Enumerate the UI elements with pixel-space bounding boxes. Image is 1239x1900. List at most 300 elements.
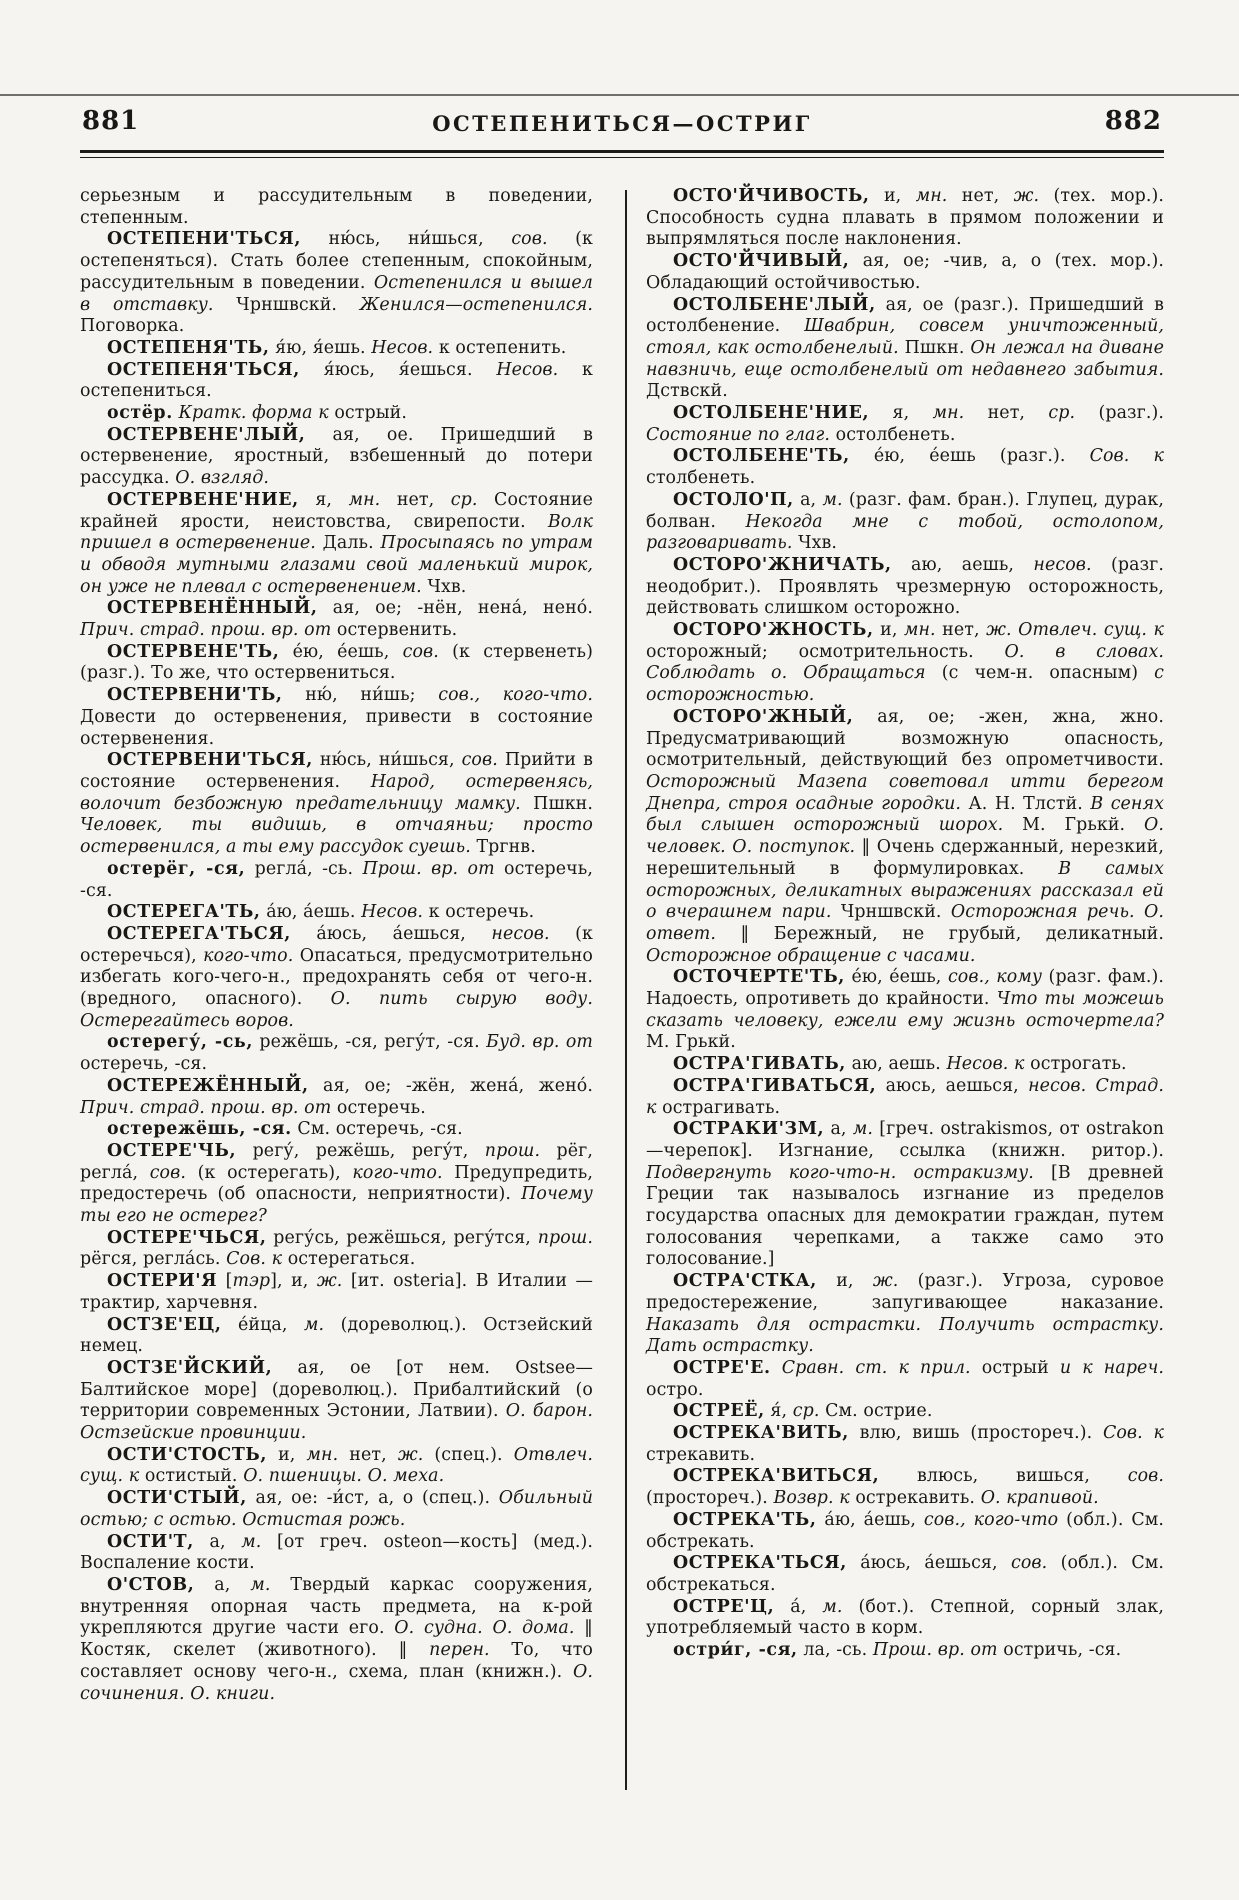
italic-run: Подвергнуть кого-что-н. остракизму. [646,1162,1034,1183]
dictionary-entry [646,620,1164,707]
headword: ОСТЕРИ'Я [107,1271,218,1292]
italic-run: Состояние по глаг. [646,424,831,445]
italic-run: О. взгляд. [175,468,270,489]
text-run: острый. [328,403,407,424]
headword: ОСТО'ЙЧИВОСТЬ, [673,186,870,206]
italic-run: и к нареч. [1059,1357,1164,1378]
text-run: остричь, -ся. [997,1640,1122,1661]
text-run: а́, [774,1596,823,1617]
text-run: а́юсь, а́ешься, [290,923,492,944]
italic-run: В сенях был слышен осторожный шорох. [646,793,1164,836]
text-run: Даль. [315,533,381,554]
text-run: (к остепеняться). Стать более степенным, спокойным, рассудительным в поведении. [80,229,594,293]
right-column [646,186,1164,1662]
italic-run: Осторожный Мазепа советовал итти берегом Днепра, строя осадные городки. [646,771,1164,814]
italic-run: О. сочинения. О. книги. [80,1661,593,1704]
dictionary-entry [646,1510,1164,1553]
text-run: а́ю, а́ешь. [260,902,362,923]
italic-run: перен. [429,1640,490,1661]
text-run: (разг. фам.). Надоесть, опротиветь до крайности. [646,967,1164,1010]
dictionary-entry [646,1401,1164,1423]
text-run: а, [193,1531,242,1552]
text-run: ню́сь, ни́шься, [300,229,512,250]
italic-run: Отвлеч. сущ. к [80,1444,594,1487]
text-run [771,1358,782,1378]
text-run: остеречь, -ся. [80,1054,208,1075]
text-run: Чхв. [792,533,838,554]
headword: ОСТО'ЙЧИВЫЙ, [673,251,850,272]
italic-run: ж. Отвлеч. сущ. к [986,620,1165,641]
headword: ОСТОЛО'П, [673,489,794,510]
italic-run: Несов. [371,337,434,358]
text-run: См. острие. [819,1401,933,1422]
text-run: а, [194,1575,251,1595]
italic-run: Народ, остервенясь, волочит безбожную предательницу мамку. [80,771,594,814]
italic-run: Прич. страд. прош. вр. от [80,620,332,641]
text-run: ‖ Очень сдержанный, нерезкий, нерешительный в формулировках. [646,837,1164,879]
text-run: (к остерегать), [185,1162,353,1183]
dictionary-entry [80,186,593,229]
italic-run: сов. [149,1162,186,1183]
italic-run: Наказать для острастки. Получить острастку. Дать острастку. [646,1314,1164,1357]
text-run: [от греч. osteon—кость] (мед.). Воспаление кости. [80,1531,593,1574]
text-run: Чхв. [421,576,467,597]
italic-run: с осторожностью. [646,663,1164,706]
italic-run: мн. [932,403,965,424]
text-run: аюсь, аешься, [876,1075,1029,1096]
text-run: и, [267,1444,307,1465]
italic-run: Буд. вр. от [486,1032,594,1053]
italic-run: В самых осторожных, деликатных выражениях рассказал ей о вчерашнем пари. [646,858,1164,923]
italic-run: м. [250,1575,271,1595]
text-run: нет, [338,1444,398,1465]
headword: ОСТЕПЕНЯ'ТЬСЯ, [107,359,300,380]
dictionary-entry [646,1271,1164,1358]
dictionary-entry [646,1466,1164,1509]
column-divider-rule [625,190,627,1790]
headword: ОСТЕРВЕНИ'ТЬ, [107,685,283,706]
dictionary-entry [80,1575,593,1705]
italic-run: сов., кого-что [923,1509,1059,1530]
italic-run: Несов. к [946,1054,1025,1075]
italic-run: сов. [511,229,548,250]
text-run: А. Н. Тлстй. [961,793,1091,814]
dictionary-entry [80,1119,593,1141]
headword: остережёшь, -ся. [107,1119,292,1140]
headword: О'СТОВ, [107,1575,195,1595]
text-run: нет, [380,489,451,510]
page-header [82,106,1162,136]
italic-run: несов. Страд. к [646,1075,1164,1118]
text-run: Прийти в состояние остервенения. [80,750,593,792]
text-run: к остепенить. [433,337,567,358]
text-run: острекавить. [849,1488,981,1509]
text-run: (обл.). См. обстрекать. [646,1509,1164,1552]
dictionary-entry [646,403,1164,446]
headword: ОСТЕРВЕНЕ'ЛЫЙ, [107,424,306,445]
italic-run: кого-что. [352,1162,443,1183]
text-run: а, [793,489,823,510]
page-number-right: 882 [1104,106,1162,136]
text-run: я, [869,403,933,424]
dictionary-entry [646,707,1164,967]
dictionary-entry [80,685,593,750]
text-run: е́ю, е́ешь, [844,967,948,988]
italic-run: ср. [792,1401,820,1422]
text-run: [В древней Греции так называлось изгнание из пределов государства опасных для демократии граждан, путем голосования черепками, а также само это голосование.] [646,1162,1164,1270]
text-run: к остеречь. [423,902,535,923]
italic-run: Почему ты его не остерег? [80,1184,593,1227]
headword: ОСТРЕ'Е. [673,1357,771,1378]
italic-run: Прош. вр. от [872,1640,998,1661]
italic-run: Сов. к [1089,446,1164,467]
text-run: рёгся, регла́сь. [80,1249,227,1270]
text-run: ню́сь, ни́шься, [312,750,462,771]
italic-run: Возвр. к [773,1488,850,1509]
text-run: М. Грькй. [646,1032,736,1053]
text-run: [ [217,1271,233,1292]
headword: ОСТРА'СТКА, [673,1271,817,1292]
italic-run: Сравн. ст. к прил. [781,1357,971,1378]
text-run: (разг. фам. бран.). Глупец, дурак, болван. [646,489,1164,532]
text-run: и, [816,1271,873,1292]
text-run: ая, ое; -жен, жна, жно. Предусматривающий возможную опасность, осмотрительный, действующий без опрометчивости. [646,706,1164,771]
headword: ОСТЕРЕ'ЧЬСЯ, [107,1227,267,1248]
italic-run: Сов. к [1102,1423,1164,1444]
text-run: регла́, -сь. [245,858,363,879]
text-run: острагивать. [656,1097,781,1118]
italic-run: м. [852,1119,873,1140]
text-run: (дореволюц.). Остзейский немец. [80,1314,593,1357]
dictionary-entry [80,360,593,403]
italic-run: сов., кого-что. [438,685,594,706]
text-run: ], и, [270,1271,317,1292]
text-run: ая, ое (разг.). Пришедший в остолбенение. [646,294,1164,337]
text-run: ‖ Костяк, скелет (животного). ‖ [80,1618,593,1661]
text-run: М. Грькй. [1003,815,1144,836]
text-run: я́, [764,1401,793,1422]
headword: ОСТРЕ'Ц, [673,1596,775,1617]
headword: ОСТОРО'ЖНИЧАТЬ, [673,554,892,575]
italic-run: мн. [306,1444,339,1465]
text-run: (к остеречься), [80,923,593,966]
italic-run: ср. [450,489,478,510]
italic-run: Несов. [361,902,424,923]
dictionary-entry [80,598,593,641]
headword: остерёг, -ся, [107,858,246,879]
italic-run: ж. [316,1271,343,1292]
italic-run: Он лежал на диване навзничь, еще остолбенелый от недавнего забытия. [646,337,1165,380]
text-run: То, что составляет основу чего-н., схема, план (книжн.). [80,1640,593,1682]
italic-run: кого-что. [203,945,294,966]
text-run: Довести до остервенения, привести в состояние остервенения. [80,706,593,749]
dictionary-entry [646,1553,1164,1596]
text-run: а́юсь, а́ешься, [846,1553,1012,1574]
italic-run: ср. [1048,403,1076,424]
dictionary-entry [646,1358,1164,1401]
text-run: (разг.). Угроза, суровое предостережение, запугивающее наказание. [646,1271,1164,1313]
headword: ОСТОРО'ЖНОСТЬ, [673,620,874,641]
dictionary-entry [646,1597,1164,1640]
text-run: е́йца, [221,1314,304,1335]
italic-run: О. судна. О. дома. [394,1618,575,1639]
dictionary-entry [80,1076,593,1119]
dictionary-entry [646,490,1164,555]
text-run: аю, аешь, [891,554,1034,575]
headword: ОСТЕРЕ'ЧЬ, [107,1140,237,1161]
text-run: См. остеречь, -ся. [291,1119,463,1140]
text-run: ая, ое: -и́ст, а, о (спец.). [246,1488,499,1509]
headword: ОСТРЕКА'ВИТЬСЯ, [673,1466,880,1487]
text-run: режёшь, -ся, регу́т, -ся. [253,1032,487,1053]
dictionary-entry [80,750,593,859]
text-run: Пшкн. [520,793,593,814]
text-run: рёг, регла́, [80,1140,593,1183]
text-run: столбенеть. [646,468,756,489]
italic-run: Прош. вр. от [362,858,495,879]
text-run: нет, [947,186,1014,206]
italic-run: Остепенился и вышел в отставку. [80,272,593,315]
italic-run: Швабрин, совсем уничтоженный, стоял, как остолбенелый. [646,316,1164,358]
italic-run: О. в словах. Соблюдать о. Обращаться [646,641,1164,684]
text-run: Опасаться, предусмотрительно избегать кого-чего-н., предохранять себя от чего-н. (вредного, опасного). [80,945,593,1010]
text-run: (спец.). [423,1444,514,1465]
italic-run: несов. [1033,554,1092,575]
italic-run: м. [303,1314,325,1335]
text-run: ню́, ни́шь; [282,685,439,706]
italic-run: Волк пришел в остервенение. [80,511,593,554]
italic-run: несов. [491,923,550,944]
text-run: нет, [935,620,987,641]
headword: ОСТЗЕ'ЕЦ, [107,1314,222,1335]
text-run: Состояние крайней ярости, неистовства, свирепости. [80,489,593,532]
headword: ОСТЗЕ'ЙСКИЙ, [107,1357,273,1378]
text-run: (тех. мор.). Способность судна плавать в прямом положении и выпрямляться после наклонения. [646,186,1165,250]
headword: ОСТЕПЕНИ'ТЬСЯ, [107,229,301,250]
dictionary-entry [80,1228,593,1271]
italic-run: сов. [1127,1466,1164,1487]
headword: ОСТОЛБЕНЕ'ТЬ, [673,446,850,467]
headword: ОСТРЕЁ, [673,1401,765,1422]
italic-run: сов., кому [947,967,1043,988]
headword: ОСТИ'Т, [107,1531,194,1552]
dictionary-entry [80,924,593,1033]
dictionary-entry [80,403,593,425]
text-run: остеречь. [331,1097,426,1118]
text-run: аю, аешь. [845,1054,947,1075]
text-run: остолбенеть. [830,424,956,445]
dictionary-entry [80,338,593,360]
text-run: влю, вишь (простореч.). [848,1423,1103,1444]
italic-run: Обильный остью; с остью. Остистая рожь. [80,1488,593,1530]
dictionary-entry [80,1358,593,1445]
headword: ОСТЕРВЕНИ'ТЬСЯ, [107,750,313,771]
text-run: острогать. [1024,1054,1127,1075]
italic-run: О. пить сырую воду. Остерегайтесь воров. [80,989,593,1031]
headword: ОСТОЧЕРТЕ'ТЬ, [673,967,845,988]
italic-run: м. [241,1531,262,1552]
headword: ОСТОРО'ЖНЫЙ, [673,706,854,727]
text-run: остеречь, -ся. [80,858,593,901]
left-column [80,186,593,1705]
text-run: Чрншвскй. [213,294,360,315]
running-title: ОСТЕПЕНИТЬСЯ—ОСТРИГ [432,111,812,136]
text-run: а́ю, а́ешь, [816,1509,924,1530]
italic-run: ж. [397,1444,424,1465]
dictionary-entry [646,1076,1164,1119]
italic-run: ж. [872,1271,899,1292]
dictionary-entry [80,425,593,490]
headword: ОСТОЛБЕНЕ'НИЕ, [673,403,870,424]
italic-run: О. барон. Остзейские провинции. [80,1401,594,1444]
text-run: остистый. [139,1466,244,1487]
headword: остри́г, -ся, [673,1640,798,1661]
italic-run: сов. [402,641,439,662]
text-run: я́ю, я́ешь. [269,337,372,358]
headword: ОСТИ'СТЫЙ, [107,1488,247,1509]
headword: остерегу́, -сь, [107,1032,253,1053]
headword: ОСТРЕКА'ВИТЬ, [673,1423,849,1444]
dictionary-entry [80,642,593,685]
italic-run: Человек, ты видишь, в отчаяньи; просто остервенился, а ты ему рассудок суешь. [80,815,593,858]
dictionary-entry [646,967,1164,1054]
text-run: регу́, режёшь, регу́т, [236,1140,485,1161]
dictionary-entry [80,1141,593,1228]
dictionary-entry [646,1119,1164,1271]
italic-run: мн. [348,489,381,510]
italic-run: м. [822,1596,843,1617]
text-run: (к стервенеть) (разг.). То же, что остервениться. [80,641,593,684]
dictionary-entry [80,1532,593,1575]
text-run: осторожный; осмотрительность. [646,641,1005,662]
headword: остёр. [107,403,173,424]
text-run: и, [873,620,904,641]
headword: ОСТЕРВЕНЕ'НИЕ, [107,489,299,510]
headword: ОСТЕРЕГА'ТЬ, [107,902,261,923]
italic-run: тэр [232,1271,271,1292]
text-run: ая, ое [от нем. Ostsee—Балтийское море] (дореволюц.). Прибалтийский (о территории современных Эстонии, Латвии). [80,1357,593,1422]
italic-run: ж. [1013,186,1040,206]
dictionary-entry [646,1423,1164,1466]
text-run: ла, -сь. [797,1640,873,1661]
italic-run: Женился—остепенился. [359,294,593,315]
text-run: остерегаться. [282,1249,416,1270]
text-run: Тргнв. [470,837,536,858]
italic-run: прош. [537,1227,593,1248]
header-double-rule [80,150,1164,158]
headword: ОСТЕРВЕНЁННЫЙ, [107,598,318,619]
text-run: регу́сь, режёшься, регу́тся, [266,1227,538,1248]
dictionary-entry [80,902,593,924]
dictionary-entry [646,251,1164,294]
text-run: я, [298,489,349,510]
dictionary-entry [646,1054,1164,1076]
italic-run: м. [822,489,843,510]
italic-run: О. крапивой. [980,1488,1099,1509]
dictionary-entry [646,295,1164,404]
text-run: е́ю, е́ешь, [279,641,403,662]
italic-run: Осторожное обращение с часами. [646,945,976,966]
text-run: ая, ое. Пришедший в остервенение, яростный, взбешенный до потери рассудка. [80,424,593,489]
text-run: (бот.). Степной, сорный злак, употребляемый часто в корм. [646,1596,1165,1639]
text-run: ая, ое; -нён, нена́, нено́. [317,598,593,619]
text-run: (простореч.). [646,1488,774,1509]
text-run: [ит. osteria]. В Италии — трактир, харчевня. [80,1271,593,1313]
headword: ОСТЕРЕЖЁННЫЙ, [107,1075,309,1096]
italic-run: Что ты можешь сказать человеку, ежели ему жизнь осточертела? [646,989,1164,1031]
text-run: Твердый каркас сооружения, внутренняя опорная часть предмета, на к-рой укрепляются другие части его. [80,1575,593,1639]
text-run: ая, ое; -чив, а, о (тех. мор.). Обладающий остойчивостью. [646,251,1164,293]
dictionary-entry [646,186,1164,251]
headword: ОСТОЛБЕНЕ'ЛЫЙ, [673,294,876,315]
text-run: острый [970,1357,1060,1378]
dictionary-entry [80,1032,593,1075]
text-run: Дствскй. [646,381,728,402]
italic-run: мн. [915,186,948,206]
italic-run: Прич. страд. прош. вр. от [80,1097,332,1118]
text-run: остро. [646,1379,704,1400]
headword: ОСТРЕКА'ТЬ, [673,1509,817,1530]
italic-run: Просыпаясь по утрам и обводя мутными глазами свой маленький мирок, он уже не плевал с остервенением. [80,533,593,597]
dictionary-entry [646,1640,1164,1662]
dictionary-entry [80,1488,593,1531]
italic-run: О. человек. О. поступок. [646,815,1164,858]
text-run: серьезным и рассудительным в поведении, степенным. [80,186,593,228]
dictionary-entry [80,1271,593,1314]
dictionary-entry [80,1445,593,1488]
headword: ОСТИ'СТОСТЬ, [107,1444,268,1465]
dictionary-entry [80,1315,593,1358]
text-run: а, [824,1119,853,1140]
italic-run: мн. [903,620,936,641]
dictionary-entry [80,490,593,599]
headword: ОСТЕРЕГА'ТЬСЯ, [107,923,291,944]
text-run: я́юсь, я́ешься. [299,359,497,380]
headword: ОСТЕРВЕНЕ'ТЬ, [107,641,280,662]
text-run: Поговорка. [80,316,185,337]
text-run: (разг. неодобрит.). Проявлять чрезмерную осторожность, действовать слишком осторожно. [646,554,1165,619]
italic-run: Несов. [496,359,559,380]
dictionary-entry [80,229,593,338]
italic-run: сов. [1011,1553,1048,1574]
dictionary-entry [646,446,1164,489]
text-run: (обл.). См. обстрекаться. [646,1553,1164,1595]
text-run: и, [869,186,916,206]
text-run: влюсь, вишься, [879,1466,1128,1487]
text-run: к остепениться. [80,359,593,402]
page-top-rule [0,94,1239,96]
dictionary-entry [80,859,593,902]
italic-run: Сов. к [226,1249,283,1270]
text-run: е́ю, е́ешь (разг.). [849,446,1090,467]
italic-run: Кратк. форма к [178,403,329,424]
headword: ОСТРА'ГИВАТЬСЯ, [673,1075,877,1096]
text-run: Предупредить, предостеречь (об опасности, неприятности). [80,1162,593,1205]
headword: ОСТРА'ГИВАТЬ, [673,1054,846,1075]
text-run: (с чем-н. опасным) [925,663,1155,684]
italic-run: Некогда мне с тобой, остолопом, разговаривать. [646,511,1164,554]
headword: ОСТРЕКА'ТЬСЯ, [673,1553,847,1574]
dictionary-entry [646,555,1164,620]
text-run: Пшкн. [898,337,971,358]
headword: ОСТРАКИ'ЗМ, [673,1119,825,1140]
text-run: (разг.). [1075,403,1164,424]
text-run: остервенить. [331,620,458,641]
italic-run: О. пшеницы. О. меха. [243,1466,445,1487]
text-run: [греч. ostrakismos, от ostrakon—черепок]. Изгнание, ссылка (книжн. ритор.). [646,1119,1164,1161]
page-number-left: 881 [82,106,140,136]
text-run: ‖ Бережный, не грубый, деликатный. [716,923,1164,944]
